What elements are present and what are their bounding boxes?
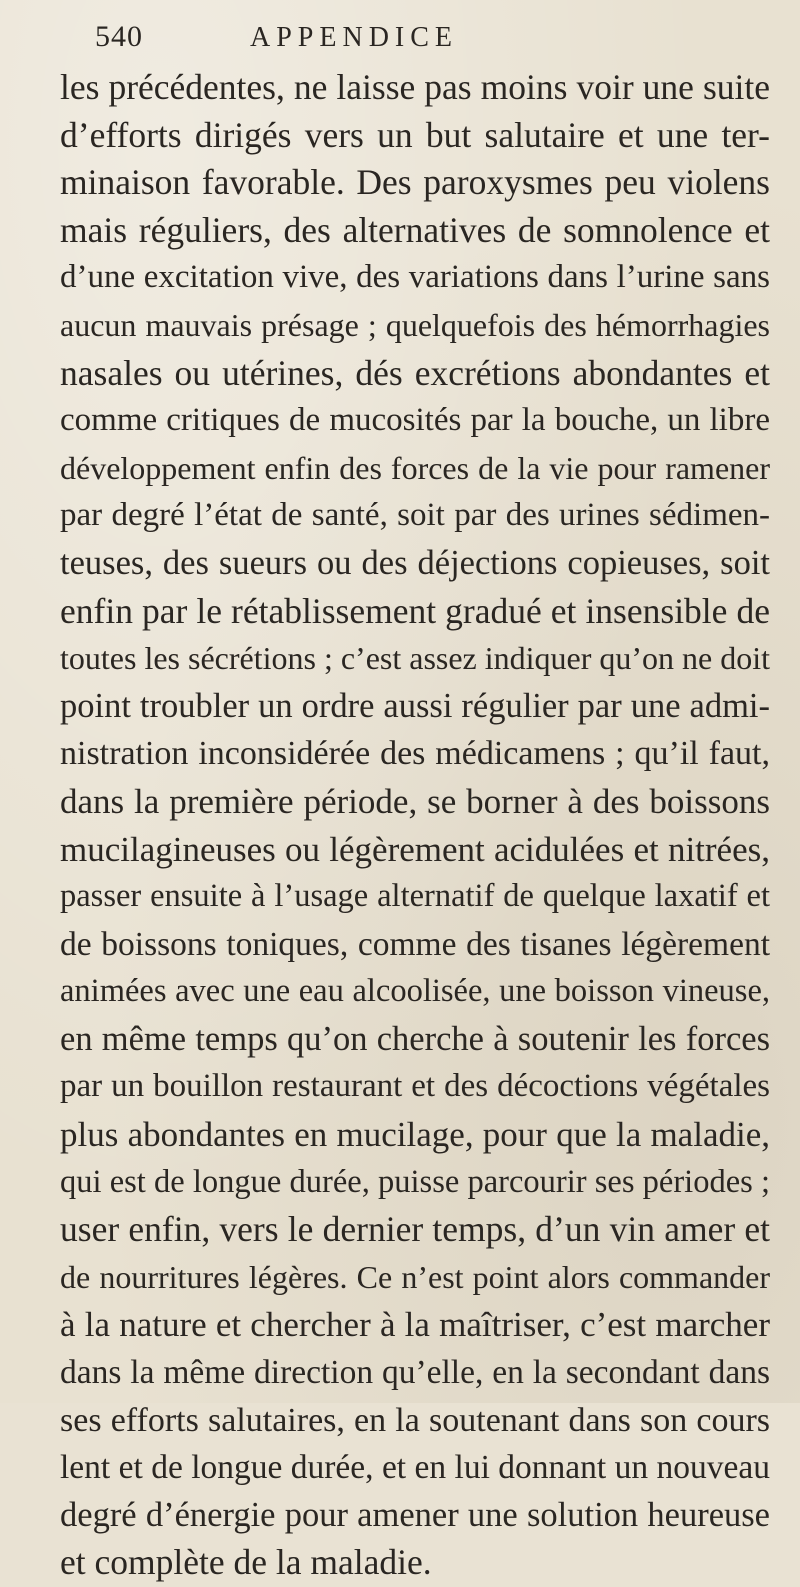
page-header <box>95 20 740 60</box>
text-line: point troubler un ordre aussi régulier par une admi- <box>60 686 770 725</box>
text-line: user enfin, vers le dernier temps, d’un vin amer et <box>60 1209 770 1250</box>
text-line: en même temps qu’on cherche à soutenir les forces <box>60 1019 770 1058</box>
text-line: lent et de longue durée, et en lui donnant un nouveau <box>60 1449 770 1487</box>
text-line: développement enfin des forces de la vie pour ramener <box>60 449 770 486</box>
body-text <box>60 64 770 1587</box>
text-line: animées avec une eau alcoolisée, une boisson vineuse, <box>60 973 770 1010</box>
text-line: plus abondantes en mucilage, pour que la maladie, <box>60 1115 770 1155</box>
text-line: nasales ou utérines, dés excrétions abondantes et <box>60 352 770 393</box>
text-line: toutes les sécrétions ; c’est assez indiquer qu’on ne doit <box>60 640 771 677</box>
text-line: aucun mauvais présage ; quelquefois des hémorrhagies <box>60 306 770 343</box>
text-line: ses efforts salutaires, en la soutenant dans son cours <box>60 1401 770 1439</box>
text-line: par un bouillon restaurant et des décoctions végétales <box>60 1068 770 1105</box>
text-line: minaison favorable. Des paroxysmes peu violens <box>60 162 770 203</box>
text-line: enfin par le rétablissement gradué et insensible de <box>60 590 770 631</box>
text-line: de boissons toniques, comme des tisanes légèrement <box>60 925 770 963</box>
text-line: par degré l’état de santé, soit par des urines sédimen- <box>60 497 770 534</box>
text-line: et complète de la maladie. <box>60 1542 432 1583</box>
text-line: qui est de longue durée, puisse parcourir ses périodes ; <box>60 1163 770 1200</box>
page-number: 540 <box>95 20 143 53</box>
text-line: d’une excitation vive, des variations dans l’urine sans <box>60 259 770 296</box>
text-line: les précédentes, ne laisse pas moins voir une suite <box>60 67 770 107</box>
text-line: de nourritures légères. Ce n’est point alors commander <box>60 1258 770 1295</box>
text-line: nistration inconsidérée des médicamens ; qu’il faut, <box>60 735 770 773</box>
running-head: APPENDICE <box>250 22 459 53</box>
text-line: degré d’énergie pour amener une solution heureuse <box>60 1495 770 1534</box>
text-line: mais réguliers, des alternatives de somnolence et <box>60 209 770 250</box>
text-line: teuses, des sueurs ou des déjections copieuses, soit <box>60 543 770 582</box>
text-line: mucilagineuses ou légèrement acidulées et nitrées, <box>60 829 770 869</box>
text-line: à la nature et chercher à la maîtriser, c’est marcher <box>60 1305 770 1345</box>
text-line: passer ensuite à l’usage alternatif de quelque laxatif et <box>60 878 770 915</box>
text-line: dans la première période, se borner à des boissons <box>60 781 770 821</box>
text-line: dans la même direction qu’elle, en la secondant dans <box>60 1354 770 1392</box>
text-line: d’efforts dirigés vers un but salutaire et une ter- <box>60 114 770 155</box>
text-line: comme critiques de mucosités par la bouche, un libre <box>60 402 770 439</box>
